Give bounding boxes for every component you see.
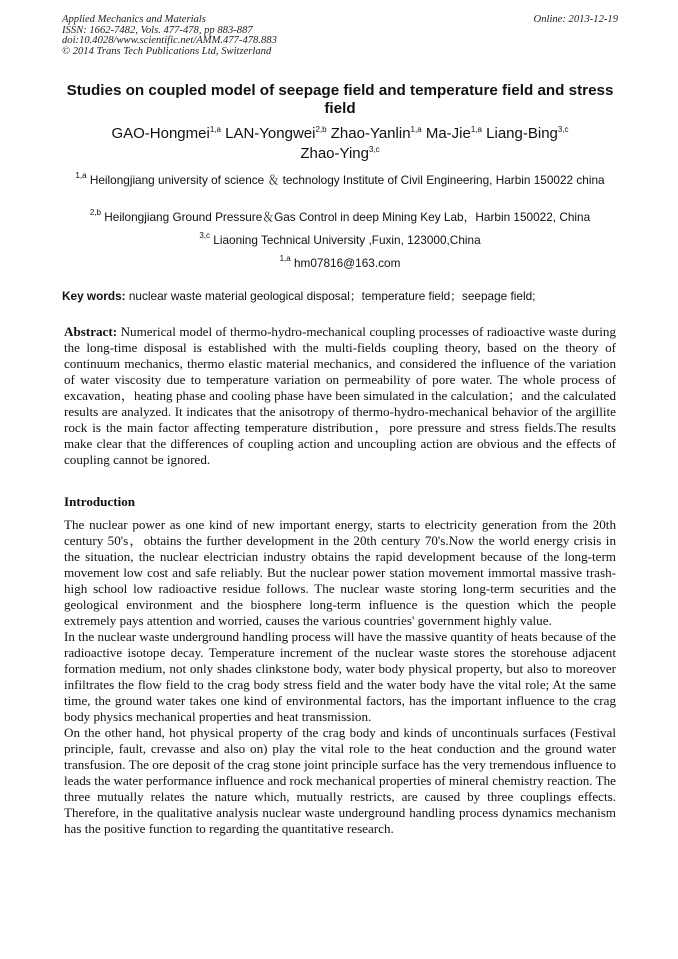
journal-header bbox=[62, 15, 618, 58]
author: GAO-Hongmei$^{1,a}$ bbox=[111, 125, 221, 142]
paragraph: On the other hand, hot physical property of the crag body and kinds of uncontinuals surfaces (Festival principle, fault, crevasse and also on) play the vital role to the heat conduction and the ground water transfusion. The ore deposit of the crag stone joint principle surface has the very tremendous influence to leads the water performance influence and rock mechanical properties of mineral chemistry reaction. The three mutually relates the nature which, mutually restricts, are caused by three couplings effects. Therefore, in the qualitative analysis nuclear waste underground handling process dynamics mechanism has the positive function to regarding the quantitative research. bbox=[64, 725, 616, 836]
author: Zhao-Yanlin$^{1,a}$ bbox=[330, 125, 422, 142]
issn-line: ISSN: 1662-7482, Vols. 477-478, pp 883-887 bbox=[62, 24, 253, 36]
author: Ma-Jie$^{1,a}$ bbox=[425, 125, 482, 142]
keywords-text: nuclear waste material geological disposal；temperature field；seepage field; bbox=[128, 289, 536, 303]
keywords bbox=[62, 288, 618, 304]
abstract bbox=[64, 324, 616, 468]
paragraph: In the nuclear waste underground handling process will have the massive quantity of heats because of the radioactive isotope decay. Temperature increment of the nuclear waste stores the storehouse adjacent formation medium, not only shades clinkstone body, water body physical property, but also to moreover infiltrates the flow field to the crag body stress field and the water body have the vital role; At the same time, the ground water takes one kind of environmental factors, has the important influence to the crag body physics mechanical properties and heat transmission. bbox=[64, 629, 616, 724]
affiliation: $^{2,b}$ Heilongjiang Ground Pressure＆Gas Control in deep Mining Key Lab，Harbin 150022, China bbox=[89, 208, 591, 224]
author-list bbox=[62, 124, 618, 164]
author-email[interactable]: $^{1,a}$ hm07816@163.com bbox=[279, 254, 401, 270]
journal-name: Applied Mechanics and Materials bbox=[62, 14, 206, 25]
paragraph: The nuclear power as one kind of new important energy, starts to electricity generation from the 20th century 50's，obtains the further development in the 20th century 70's.Now the world energy crisis in the situation, the nuclear electrician industry obtains the rapid development because of the long-term movement low cost and safe reliably. But the nuclear power station movement immortal massive trash-high school low radioactive residue follows. The nuclear waste storing long-term securities and the geological environment and the biosphere long-term influence is the question which the people extremely pays attention and worried, causes the various countries' government highly value. bbox=[64, 517, 616, 628]
abstract-text: Numerical model of thermo-hydro-mechanical coupling processes of radioactive waste during the long-time disposal is established with the multi-fields coupling theory, based on the theory of continuum mechanics, thermo elastic material mechanics, and considered the influence of the variation of water viscosity due to temperature variation on permeability of pore water. The whole process of excavation，heating phase and cooling phase have been simulated in the calculation；and the calculated results are analyzed. It indicates that the anisotropy of thermo-hydro-mechanical behavior of the argillite rock is the main factor affecting temperature distribution，pore pressure and stress fields.The results make clear that the differences of coupling action and uncoupling action are obvious and the effects of coupling cannot be ignored. bbox=[64, 324, 616, 467]
online-date: Online: 2013-12-19 bbox=[533, 14, 618, 25]
abstract-label: Abstract: bbox=[64, 324, 118, 339]
author: LAN-Yongwei$^{2,b}$ bbox=[225, 125, 327, 142]
keywords-label: Key words: bbox=[62, 289, 126, 303]
copyright-line: © 2014 Trans Tech Publications Ltd, Switzerland bbox=[62, 46, 272, 58]
doi-link[interactable]: doi:10.4028/www.scientific.net/AMM.477-478.883 bbox=[62, 35, 277, 47]
affiliation: $^{3,c}$ Liaoning Technical University ,Fuxin, 123000,China bbox=[199, 231, 481, 247]
introduction-body bbox=[64, 517, 616, 837]
author: Zhao-Ying$^{3,c}$ bbox=[300, 145, 380, 162]
author: Liang-Bing$^{3,c}$ bbox=[486, 125, 569, 142]
section-heading-introduction: Introduction bbox=[64, 494, 136, 509]
paper-title: Studies on coupled model of seepage field and temperature field and stress field bbox=[66, 82, 614, 117]
affiliation: $^{1,a}$ Heilongjiang university of science ＆ technology Institute of Civil Engineering, Harbin 150022 china bbox=[75, 171, 605, 187]
